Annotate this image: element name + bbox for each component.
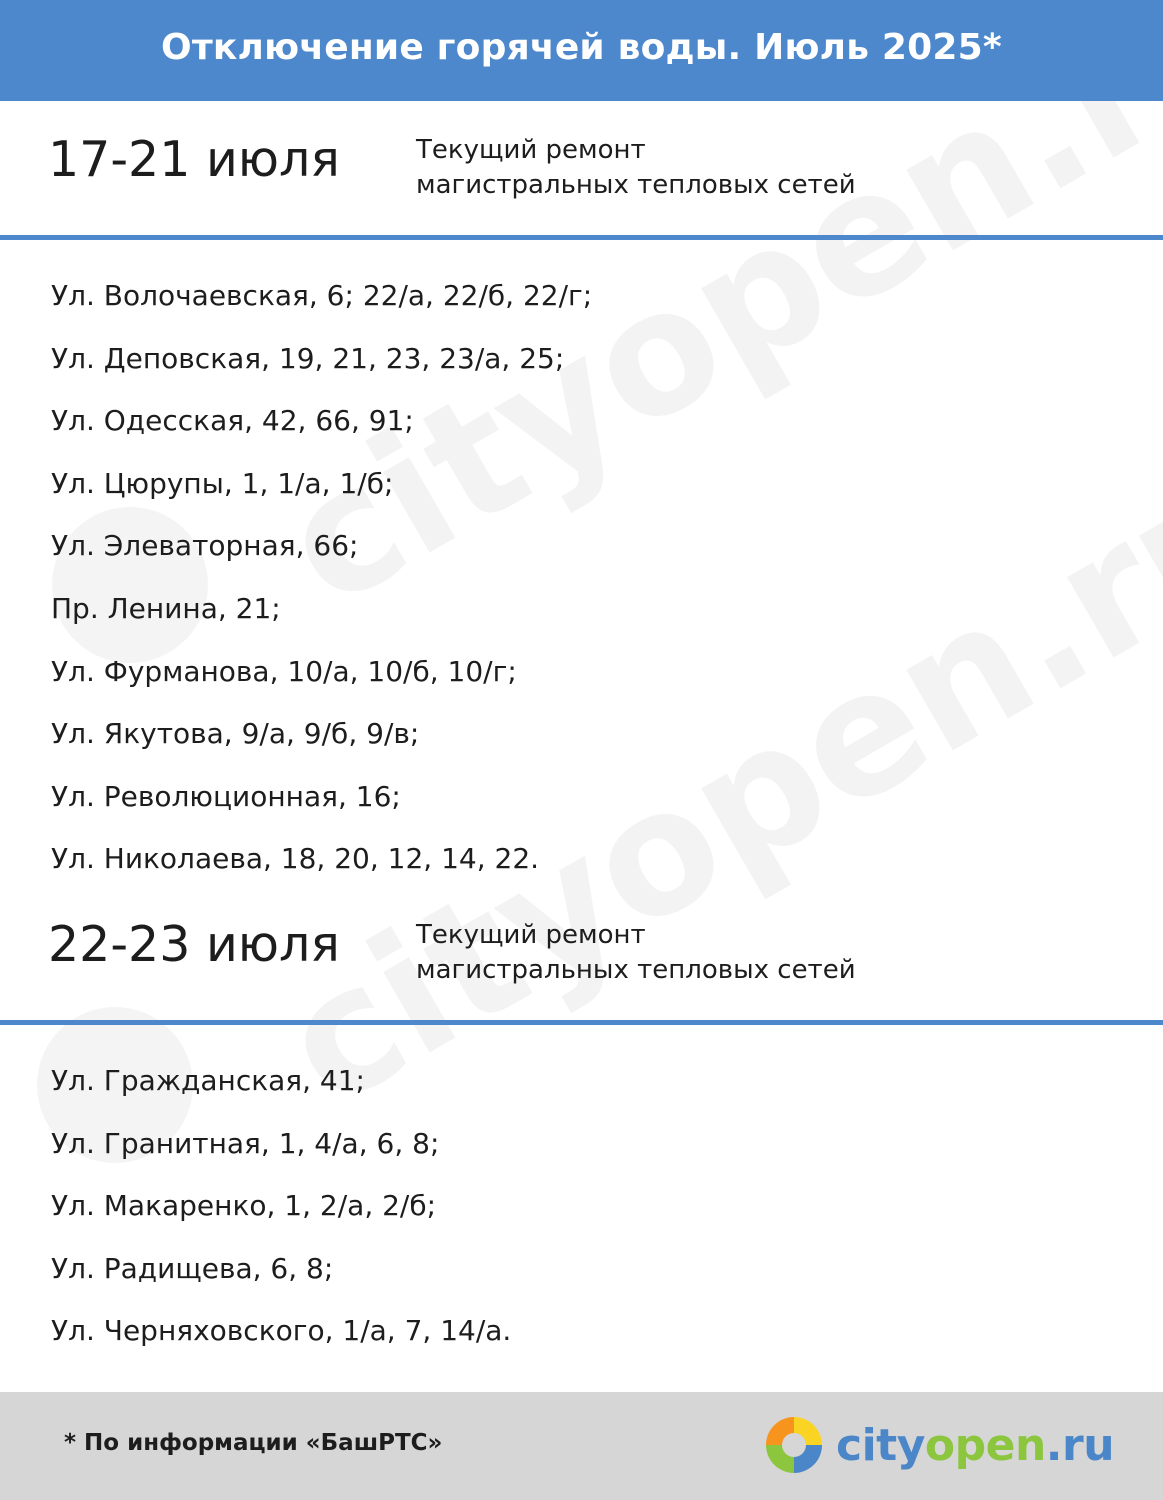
- section-description-line: магистральных тепловых сетей: [416, 170, 856, 200]
- brand-logo: [762, 1412, 1114, 1478]
- section-description: [416, 918, 856, 988]
- brand-open: open: [924, 1419, 1046, 1471]
- address-item: Ул. Николаева, 18, 20, 12, 14, 22.: [51, 842, 540, 876]
- address-item: Ул. Гранитная, 1, 4/а, 6, 8;: [51, 1126, 440, 1160]
- brand-city: city: [836, 1419, 925, 1471]
- address-item: Ул. Макаренко, 1, 2/а, 2/б;: [51, 1189, 437, 1223]
- address-item: Ул. Черняховского, 1/а, 7, 14/а.: [51, 1314, 512, 1348]
- address-item: Ул. Деповская, 19, 21, 23, 23/а, 25;: [51, 341, 565, 375]
- section-header-2: [0, 890, 1163, 1020]
- address-item: Ул. Цюрупы, 1, 1/а, 1/б;: [51, 466, 394, 500]
- section-description-line: магистральных тепловых сетей: [416, 955, 856, 985]
- section-divider: [0, 235, 1163, 240]
- address-item: Ул. Элеваторная, 66;: [51, 529, 359, 563]
- brand-ru: .ru: [1045, 1419, 1115, 1471]
- cityopen-logo-icon: [762, 1413, 826, 1477]
- address-item: Ул. Якутова, 9/а, 9/б, 9/в;: [51, 717, 420, 751]
- address-item: Ул. Фурманова, 10/а, 10/б, 10/г;: [51, 654, 517, 688]
- address-item: Ул. Волочаевская, 6; 22/а, 22/б, 22/г;: [51, 279, 593, 312]
- address-list-1: [51, 265, 592, 891]
- address-item: Ул. Радищева, 6, 8;: [51, 1251, 334, 1285]
- address-list-2: [51, 1050, 511, 1363]
- section-dates: 17-21 июля: [48, 131, 340, 188]
- header-bar: [0, 0, 1163, 101]
- section-dates: 22-23 июля: [48, 916, 340, 973]
- address-item: Пр. Ленина, 21;: [51, 591, 281, 625]
- source-note: * По информации «БашРТС»: [64, 1430, 443, 1456]
- address-item: Ул. Одесская, 42, 66, 91;: [51, 404, 414, 438]
- footer-bar: [0, 1392, 1163, 1500]
- section-header-1: [0, 101, 1163, 235]
- address-item: Ул. Революционная, 16;: [51, 779, 401, 813]
- section-description-line: Текущий ремонт: [416, 920, 646, 950]
- address-item: Ул. Гражданская, 41;: [51, 1064, 365, 1097]
- brand-wordmark: [836, 1420, 1114, 1471]
- section-description: [416, 133, 856, 203]
- section-divider: [0, 1020, 1163, 1025]
- page-title: Отключение горячей воды. Июль 2025*: [161, 27, 1002, 68]
- section-description-line: Текущий ремонт: [416, 135, 646, 165]
